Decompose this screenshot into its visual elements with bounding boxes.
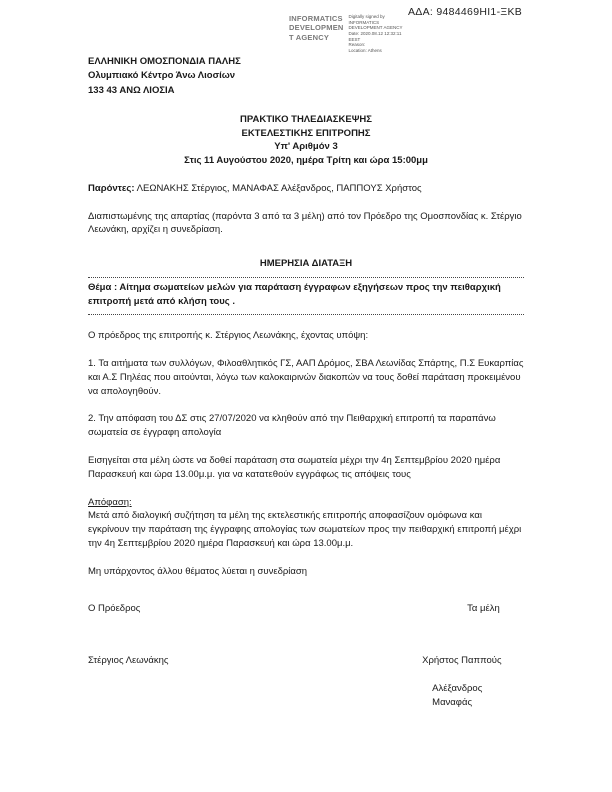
attendees-label: Παρόντες: (88, 182, 135, 194)
agenda-heading: ΗΜΕΡΗΣΙΑ ΔΙΑΤΑΞΗ (259, 258, 353, 270)
stamp-detail-line: Date: 2020.08.12 12:32:11 (348, 30, 402, 36)
ada-number: ΑΔΑ: 9484469ΗΙ1-ΞΚΒ (408, 6, 523, 18)
stamp-detail-line: Location: Athens (348, 47, 382, 53)
closing-paragraph: Μη υπάρχοντος άλλου θέματος λύεται η συνεδρίαση (88, 565, 308, 577)
proposal-paragraph: Εισηγείται στα μέλη ώστε να δοθεί παράταση στα σωματεία μέχρι την 4η Σεπτεμβρίου 2020 ημέρα Παρασκευή και ώρα 13.00μ.μ. για να κατατεθούν εγγράφως τις απόψεις τους (88, 455, 501, 480)
stamp-agency-line: T AGENCY (289, 32, 330, 42)
digital-signature-stamp (289, 14, 402, 53)
stamp-detail-line: DEVELOPMENT AGENCY (348, 25, 403, 31)
stamp-detail-line: EEST (348, 36, 361, 42)
federation-address-line: 133 43 ΑΝΩ ΛΙΟΣΙΑ (88, 84, 175, 96)
president-title: Ο Πρόεδρος (88, 603, 141, 615)
dotted-separator (88, 311, 524, 315)
empty-cell (88, 668, 332, 710)
stamp-detail-line: INFORMATICS (348, 19, 380, 25)
attendees-line (88, 182, 524, 196)
signature-names-row (88, 654, 524, 668)
federation-name: ΕΛΛΗΝΙΚΗ ΟΜΟΣΠΟΝΔΙΑ ΠΑΛΗΣ (88, 56, 241, 67)
members-title-wrap (332, 602, 524, 616)
attendees-names: ΛΕΩΝΑΚΗΣ Στέργιος, ΜΑΝΑΦΑΣ Αλέξανδρος, ΠΑΠΠΟΥΣ Χρήστος (136, 182, 422, 194)
decision-label: Απόφαση: (88, 496, 132, 508)
meeting-datetime: Στις 11 Αυγούστου 2020, ημέρα Τρίτη και ώρα 15:00μμ (184, 155, 428, 167)
document-title-block (88, 113, 524, 168)
signature-names-row-2 (88, 668, 524, 710)
consideration-item-1: 1. Τα αιτήματα των συλλόγων, Φιλοαθλητικός ΓΣ, ΑΑΠ Δρόμος, ΣΒΑ Λεωνίδας Σπάρτης, Π.Σ Ευκαρπίας και Α.Σ Πηλέας που αιτούνται, λόγω των καλοκαιρινών διακοπών να τους δοθεί παράταση προκειμένου να απολογηθούν. (88, 358, 524, 397)
stamp-detail-line: Reason: (348, 42, 366, 48)
member-2-name: Αλέξανδρος Μαναφάς (432, 682, 483, 708)
members-title: Τα μέλη (467, 603, 500, 615)
agenda-theme: Θέμα : Αίτημα σωματείων μελών για παράταση έγγραφων εξηγήσεων προς την πειθαρχική επιτροπή μετά από κλήση τους . (88, 281, 501, 307)
member-2-wrap (332, 668, 524, 710)
stamp-signature-details (349, 14, 403, 53)
dotted-separator (88, 274, 524, 278)
decision-paragraph: Μετά από διαλογική συζήτηση τα μέλη της εκτελεστικής επιτροπής αποφασίζουν ομόφωνα και εγκρίνουν την παράταση της έγγραφης απολογίας των σωματείων προς την πειθαρχική επιτροπή μέχρι την 4η Σεπτεμβρίου 2020 ημέρα Παρασκευή και ώρα 13.00μ.μ. (88, 510, 522, 549)
stamp-agency-name (289, 14, 344, 53)
document-title-line: ΠΡΑΚΤΙΚΟ ΤΗΛΕΔΙΑΣΚΕΨΗΣ (240, 113, 372, 125)
document-content (88, 55, 524, 709)
signature-titles-row (88, 602, 524, 616)
member-1-wrap (332, 654, 524, 668)
stamp-detail-line: Digitally signed by (348, 14, 385, 19)
meeting-number: Υπ' Αριθμόν 3 (274, 141, 338, 153)
consideration-item-2: 2. Την απόφαση του ΔΣ στις 27/07/2020 να κληθούν από την Πειθαρχική επιτροπή τα παραπάνω σωματεία σε έγγραφη απολογία (88, 413, 496, 439)
letterhead (88, 55, 524, 98)
quorum-paragraph: Διαπιστωμένης της απαρτίας (παρόντα 3 από τα 3 μέλη) από τον Πρόεδρο της Ομοσπονδίας κ. Στέργιο Λεωνάκη, αρχίζει η συνεδρίαση. (88, 210, 522, 236)
stamp-agency-line: INFORMATICS (289, 14, 343, 23)
intro-paragraph: Ο πρόεδρος της επιτροπής κ. Στέργιος Λεωνάκης, έχοντας υπόψη: (88, 330, 369, 342)
stamp-agency-line: DEVELOPMEN (289, 23, 344, 33)
member-1-name: Χρήστος Παππούς (422, 655, 502, 667)
document-title-line: ΕΚΤΕΛΕΣΤΙΚΗΣ ΕΠΙΤΡΟΠΗΣ (241, 127, 371, 139)
president-name: Στέργιος Λεωνάκης (88, 655, 169, 667)
federation-address-line: Ολυμπιακό Κέντρο Άνω Λιοσίων (88, 70, 236, 82)
